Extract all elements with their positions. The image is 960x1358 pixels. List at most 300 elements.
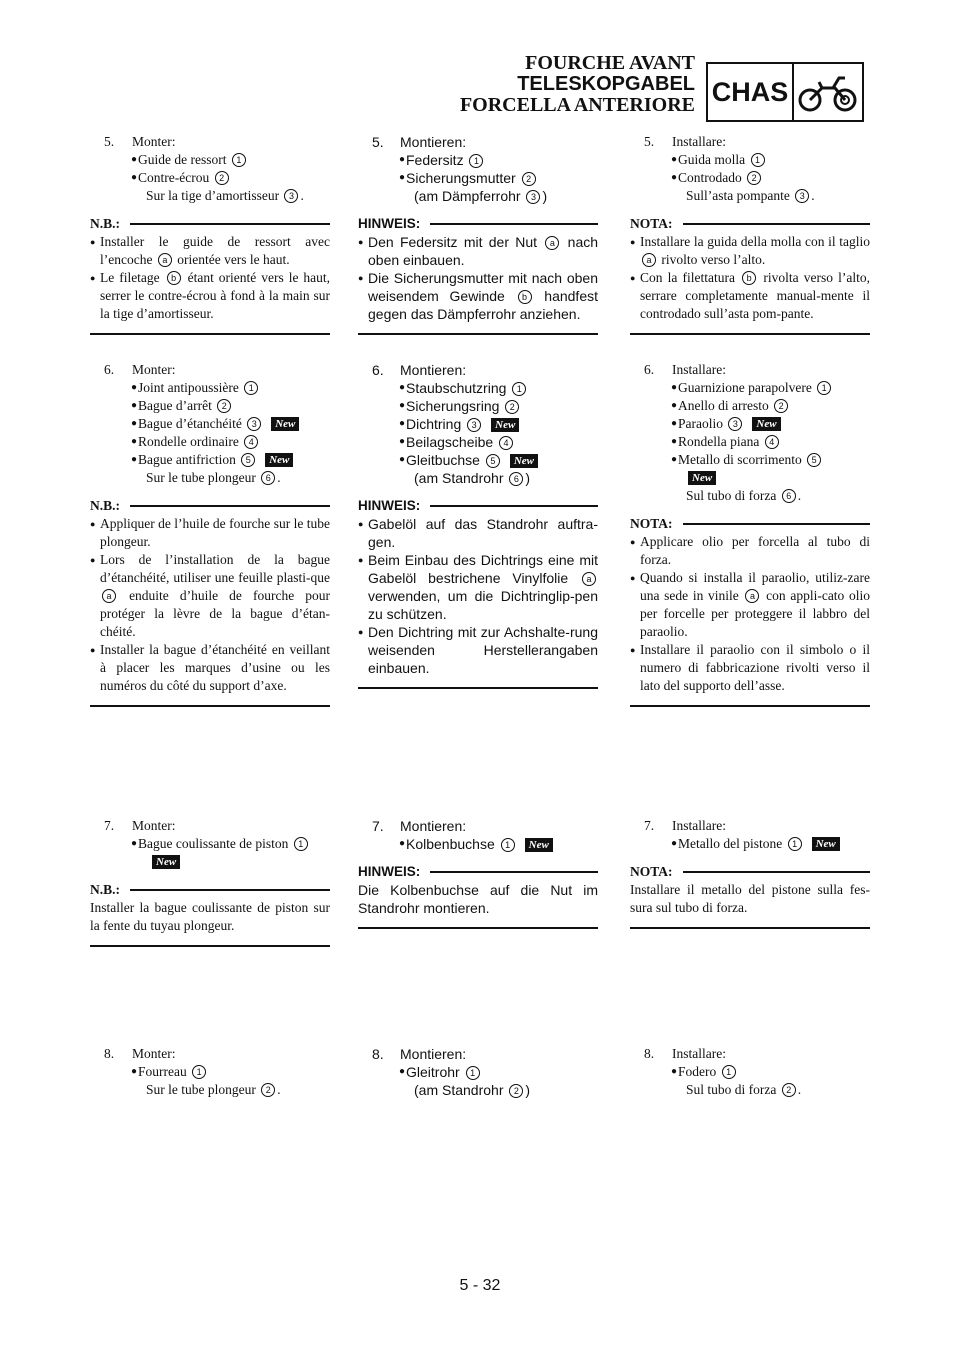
reference-number: 2	[522, 172, 536, 186]
note-end-rule	[358, 927, 598, 929]
bullet-icon: ●	[630, 537, 636, 547]
bullet-icon: ●	[671, 1066, 678, 1077]
note-end-rule	[358, 687, 598, 689]
reference-number: 2	[505, 400, 519, 414]
de-note-5	[358, 215, 598, 335]
item-location	[90, 187, 330, 205]
bullet-icon: ●	[399, 838, 406, 849]
item-location	[358, 187, 598, 205]
fr-step-7	[90, 817, 330, 947]
text: Die Sicherungsmutter mit nach oben weisendem Gewinde	[368, 270, 598, 304]
step-number: 6.	[104, 362, 115, 377]
text: Installare:	[672, 818, 726, 833]
text: Le filetage	[100, 270, 160, 285]
reference-number: b	[518, 290, 532, 304]
list-item	[90, 415, 330, 433]
text: Installer le guide de ressort avec l’encoche	[100, 234, 330, 267]
note-end-rule	[90, 333, 330, 335]
de-step-7	[358, 817, 598, 929]
bullet-icon: ●	[131, 838, 138, 849]
item-location	[630, 487, 870, 505]
new-badge: New	[271, 417, 299, 431]
reference-number: a	[158, 253, 172, 267]
list-item	[90, 1063, 330, 1081]
step-heading	[358, 817, 598, 835]
note-rule	[130, 223, 330, 225]
text: Con la filettatura	[640, 270, 736, 285]
item-location	[90, 469, 330, 487]
list-item	[358, 1063, 598, 1081]
reference-number: 1	[466, 1066, 480, 1080]
note-item	[358, 551, 598, 623]
reference-number: 1	[751, 153, 765, 167]
reference-number: 1	[817, 381, 831, 395]
list-item	[358, 835, 598, 853]
de-step-6	[358, 361, 598, 689]
reference-number: a	[545, 236, 559, 250]
step-number: 7.	[372, 818, 384, 834]
new-badge: New	[752, 417, 780, 431]
reference-number: 3	[467, 418, 481, 432]
bullet-icon: ●	[671, 172, 678, 183]
reference-number: 4	[499, 436, 513, 450]
step-heading	[630, 1045, 870, 1063]
note-heading	[358, 863, 598, 881]
text: Fourreau	[138, 1064, 187, 1079]
text: Metallo di scorrimento	[678, 452, 802, 467]
list-item	[358, 379, 598, 397]
text: Montieren:	[400, 134, 467, 150]
text: Sicherungsmutter	[406, 170, 516, 186]
reference-number: 1	[244, 381, 258, 395]
list-item	[630, 151, 870, 169]
text: Installare:	[672, 362, 726, 377]
note-heading	[630, 215, 870, 233]
reference-number: a	[642, 253, 656, 267]
it-step-6	[630, 361, 870, 707]
bullet-icon: ●	[630, 573, 636, 583]
list-item	[90, 835, 330, 853]
note-heading	[630, 515, 870, 533]
note-end-rule	[630, 705, 870, 707]
bullet-icon: ●	[671, 400, 678, 411]
text: NOTA:	[630, 516, 673, 531]
text: Sur le tube plongeur	[146, 470, 256, 485]
item-location	[358, 469, 598, 487]
de-step-5	[358, 133, 598, 335]
bullet-icon: ●	[90, 555, 96, 565]
bullet-icon: ●	[399, 172, 406, 183]
new-badge: New	[265, 453, 293, 467]
fr-note-6	[90, 497, 330, 707]
reference-number: 3	[247, 417, 261, 431]
text: Monter:	[132, 1046, 176, 1061]
note-item	[358, 233, 598, 269]
text: Staubschutzring	[406, 380, 507, 396]
bullet-icon: ●	[131, 1066, 138, 1077]
text: .	[277, 1082, 281, 1097]
text: Paraolio	[678, 416, 723, 431]
it-step-5	[630, 133, 870, 335]
reference-number: 1	[192, 1065, 206, 1079]
new-badge: New	[812, 837, 840, 851]
list-item	[630, 1063, 870, 1081]
reference-number: 5	[241, 453, 255, 467]
fr-step-6	[90, 361, 330, 707]
bullet-icon: ●	[358, 273, 364, 283]
text: )	[525, 470, 531, 486]
text: .	[300, 188, 304, 203]
fr-step-8	[90, 1045, 330, 1099]
step-number: 5.	[372, 134, 384, 150]
step-heading	[358, 1045, 598, 1063]
text: Beilagscheibe	[406, 434, 494, 450]
bullet-icon: ●	[131, 172, 138, 183]
de-note-6	[358, 497, 598, 689]
text: rivolto verso l’alto.	[661, 252, 766, 267]
motorcycle-icon	[794, 64, 862, 120]
note-item	[630, 233, 870, 269]
text: Installare la guida della molla con il taglio	[640, 234, 870, 249]
list-item	[358, 151, 598, 169]
note-item	[90, 233, 330, 269]
text: verwenden, um die Dichtringlip-pen zu schützen.	[368, 588, 598, 622]
bullet-icon: ●	[90, 273, 96, 283]
note-rule	[430, 871, 598, 873]
bullet-icon: ●	[358, 627, 364, 637]
bullet-icon: ●	[671, 838, 678, 849]
bullet-icon: ●	[671, 382, 678, 393]
reference-number: b	[742, 271, 756, 285]
text: Monter:	[132, 818, 176, 833]
step-heading	[90, 817, 330, 835]
reference-number: 1	[232, 153, 246, 167]
reference-number: a	[102, 589, 116, 603]
text: Monter:	[132, 134, 176, 149]
new-badge: New	[688, 471, 716, 485]
section-badge	[706, 62, 864, 122]
text: .	[277, 470, 281, 485]
text: Rondella piana	[678, 434, 760, 449]
reference-number: 2	[774, 399, 788, 413]
bullet-icon: ●	[630, 237, 636, 247]
page-number: 5 - 32	[459, 1277, 501, 1294]
list-item	[90, 853, 330, 871]
reference-number: 1	[512, 382, 526, 396]
step-number: 5.	[644, 134, 655, 149]
list-item	[630, 397, 870, 415]
note-item	[90, 269, 330, 323]
bullet-icon: ●	[671, 154, 678, 165]
list-item	[630, 433, 870, 451]
note-heading	[358, 215, 598, 233]
text: Sur le tube plongeur	[146, 1082, 256, 1097]
note-item	[630, 533, 870, 569]
bullet-icon: ●	[358, 555, 364, 565]
reference-number: 3	[526, 190, 540, 204]
reference-number: 2	[215, 171, 229, 185]
step-number: 8.	[644, 1046, 655, 1061]
reference-number: 6	[261, 471, 275, 485]
note-item	[358, 515, 598, 551]
reference-number: a	[745, 589, 759, 603]
reference-number: 1	[469, 154, 483, 168]
step-heading	[630, 817, 870, 835]
text: HINWEIS:	[358, 864, 421, 879]
bullet-icon: ●	[131, 454, 138, 465]
list-item	[630, 451, 870, 469]
bullet-icon: ●	[90, 237, 96, 247]
reference-number: 4	[765, 435, 779, 449]
text: Beim Einbau des Dichtrings eine mit Gabelöl bestrichene Vinylfolie	[368, 552, 598, 586]
new-badge: New	[525, 838, 553, 852]
bullet-icon: ●	[358, 237, 364, 247]
text: N.B.:	[90, 882, 120, 897]
text: Installare:	[672, 134, 726, 149]
note-end-rule	[90, 705, 330, 707]
fr-note-7	[90, 881, 330, 947]
bullet-icon: ●	[131, 418, 138, 429]
new-badge: New	[510, 454, 538, 468]
note-heading	[358, 497, 598, 515]
text: Sul tubo di forza	[686, 1082, 777, 1097]
bullet-icon: ●	[399, 400, 406, 411]
item-location	[630, 187, 870, 205]
text: .	[797, 488, 802, 503]
text: Bague antifriction	[138, 452, 236, 467]
reference-number: 1	[788, 837, 802, 851]
note-text: Die Kolbenbuchse auf die Nut im Standrohr montieren.	[358, 882, 598, 916]
text: NOTA:	[630, 864, 673, 879]
text: Sull’asta pompante	[686, 188, 790, 203]
reference-number: 4	[244, 435, 258, 449]
step-number: 5.	[104, 134, 115, 149]
bullet-icon: ●	[671, 454, 678, 465]
text: orientée vers le haut.	[177, 252, 290, 267]
bullet-icon: ●	[671, 436, 678, 447]
bullet-icon: ●	[90, 645, 96, 655]
text: Rondelle ordinaire	[138, 434, 239, 449]
fr-note-5	[90, 215, 330, 335]
text: Kolbenbuchse	[406, 836, 495, 852]
text: Quando si installa il paraolio, utiliz-zare una sede in vinile	[640, 570, 870, 603]
text: N.B.:	[90, 498, 120, 513]
reference-number: 6	[782, 489, 796, 503]
note-rule	[683, 223, 871, 225]
bullet-icon: ●	[131, 436, 138, 447]
bullet-icon: ●	[630, 645, 636, 655]
list-item	[358, 433, 598, 451]
note-item	[630, 569, 870, 641]
fr-step-5	[90, 133, 330, 335]
reference-number: b	[167, 271, 181, 285]
text: Metallo del pistone	[678, 836, 783, 851]
text: Monter:	[132, 362, 176, 377]
it-step-8	[630, 1045, 870, 1099]
step-heading	[358, 361, 598, 379]
note-end-rule	[630, 927, 870, 929]
note-item	[90, 515, 330, 551]
text: Montieren:	[400, 362, 467, 378]
step-heading	[90, 133, 330, 151]
text: rivolta verso l’alto, serrare completamente manual-mente il controdado sull’asta pom-pante.	[640, 270, 870, 321]
header-title-de: TELESKOPGABEL	[517, 73, 695, 95]
step-number: 7.	[104, 818, 115, 833]
text: Controdado	[678, 170, 742, 185]
text: Gabelöl auf das Standrohr auftra-gen.	[368, 516, 598, 550]
bullet-icon: ●	[671, 418, 678, 429]
text: Installare:	[672, 1046, 726, 1061]
list-item	[90, 451, 330, 469]
item-location	[90, 1081, 330, 1099]
list-item	[90, 379, 330, 397]
reference-number: 5	[486, 454, 500, 468]
reference-number: 2	[747, 171, 761, 185]
bullet-icon: ●	[399, 436, 406, 447]
text: Sul tubo di forza	[686, 488, 777, 503]
new-badge: New	[491, 418, 519, 432]
text: Joint antipoussière	[138, 380, 239, 395]
step-number: 6.	[372, 362, 384, 378]
note-end-rule	[358, 333, 598, 335]
bullet-icon: ●	[399, 382, 406, 393]
item-location	[630, 1081, 870, 1099]
text: Federsitz	[406, 152, 464, 168]
step-number: 6.	[644, 362, 655, 377]
text: Dichtring	[406, 416, 462, 432]
step-heading	[90, 1045, 330, 1063]
text: )	[542, 188, 548, 204]
text: Gleitrohr	[406, 1064, 460, 1080]
note-item	[90, 641, 330, 695]
note-item	[630, 641, 870, 695]
note-heading	[90, 881, 330, 899]
text: enduite d’huile de fourche pour protéger la lèvre de la bague d’étan-chéité.	[100, 588, 330, 639]
list-item	[358, 415, 598, 433]
reference-number: 1	[294, 837, 308, 851]
text: NOTA:	[630, 216, 673, 231]
text: Fodero	[678, 1064, 717, 1079]
reference-number: 2	[509, 1084, 523, 1098]
text: Montieren:	[400, 818, 467, 834]
text: Anello di arresto	[678, 398, 769, 413]
reference-number: a	[582, 572, 596, 586]
bullet-icon: ●	[399, 154, 406, 165]
text: (am Dämpferrohr	[414, 188, 521, 204]
text: Sicherungsring	[406, 398, 500, 414]
text: étant orienté vers le haut, serrer le contre-écrou à fond à la main sur la tige d’amortisseur.	[100, 270, 331, 321]
note-end-rule	[630, 333, 870, 335]
list-item	[630, 169, 870, 187]
text: .	[811, 188, 815, 203]
reference-number: 2	[261, 1083, 275, 1097]
bullet-icon: ●	[630, 273, 636, 283]
list-item	[358, 397, 598, 415]
reference-number: 3	[284, 189, 298, 203]
bullet-icon: ●	[399, 454, 406, 465]
text: Installer la bague d’étanchéité en veillant à placer les marques d’usine ou les numéros du côté du support d’axe.	[100, 642, 330, 693]
reference-number: 6	[509, 472, 523, 486]
step-number: 8.	[372, 1046, 384, 1062]
note-heading	[630, 863, 870, 881]
text: HINWEIS:	[358, 216, 421, 231]
note-item	[358, 623, 598, 677]
text: Contre-écrou	[138, 170, 210, 185]
note-rule	[430, 505, 598, 507]
new-badge: New	[152, 855, 180, 869]
text: con appli-cato olio per forcelle per proteggere il labbro del paraolio.	[640, 588, 870, 639]
note-rule	[430, 223, 598, 225]
page-header	[440, 52, 695, 116]
bullet-icon: ●	[131, 154, 138, 165]
text: (am Standrohr	[414, 470, 504, 486]
text: (am Standrohr	[414, 1082, 504, 1098]
bullet-icon: ●	[399, 418, 406, 429]
note-heading	[90, 497, 330, 515]
text: Bague coulissante de piston	[138, 836, 289, 851]
note-rule	[683, 871, 871, 873]
text: Installare il paraolio con il simbolo o il numero di fabbricazione rivolti verso il lato del supporto dell’asse.	[640, 642, 870, 693]
it-note-6	[630, 515, 870, 707]
de-step-8	[358, 1045, 598, 1099]
bullet-icon: ●	[399, 1066, 406, 1077]
text: Sur la tige d’amortisseur	[146, 188, 280, 203]
it-note-5	[630, 215, 870, 335]
text: N.B.:	[90, 216, 120, 231]
item-location	[358, 1081, 598, 1099]
reference-number: 1	[501, 838, 515, 852]
bullet-icon: ●	[131, 400, 138, 411]
reference-number: 1	[722, 1065, 736, 1079]
step-heading	[90, 361, 330, 379]
note-rule	[130, 889, 330, 891]
note-text: Installare il metallo del pistone sulla fes-sura sul tubo di forza.	[630, 882, 870, 915]
list-item	[90, 433, 330, 451]
de-note-7	[358, 863, 598, 929]
bullet-icon: ●	[358, 519, 364, 529]
note-item	[90, 551, 330, 641]
list-item	[358, 169, 598, 187]
reference-number: 2	[782, 1083, 796, 1097]
bullet-icon: ●	[90, 519, 96, 529]
list-item	[630, 379, 870, 397]
text: HINWEIS:	[358, 498, 421, 513]
section-badge-label: CHAS	[708, 64, 794, 120]
it-step-7	[630, 817, 870, 929]
text: .	[797, 1082, 802, 1097]
text: Lors de l’installation de la bague d’étanchéité, utiliser une feuille plasti-que	[100, 552, 330, 585]
reference-number: 3	[795, 189, 809, 203]
text: Gleitbuchse	[406, 452, 480, 468]
note-text: Installer la bague coulissante de piston sur la fente du tuyau plongeur.	[90, 900, 330, 933]
text: )	[525, 1082, 531, 1098]
text: Bague d’arrêt	[138, 398, 212, 413]
list-item	[358, 451, 598, 469]
text: Bague d’étanchéité	[138, 416, 242, 431]
note-heading	[90, 215, 330, 233]
step-heading	[630, 361, 870, 379]
text: Guarnizione parapolvere	[678, 380, 812, 395]
text: nach oben einbauen.	[368, 234, 599, 268]
note-rule	[683, 523, 871, 525]
text: Den Dichtring mit zur Achshalte-rung weisenden Herstellerangaben einbauen.	[368, 624, 598, 676]
text: Guida molla	[678, 152, 746, 167]
step-heading	[630, 133, 870, 151]
list-item	[630, 469, 870, 487]
text: Appliquer de l’huile de fourche sur le tube plongeur.	[100, 516, 330, 549]
reference-number: 2	[217, 399, 231, 413]
list-item	[90, 151, 330, 169]
